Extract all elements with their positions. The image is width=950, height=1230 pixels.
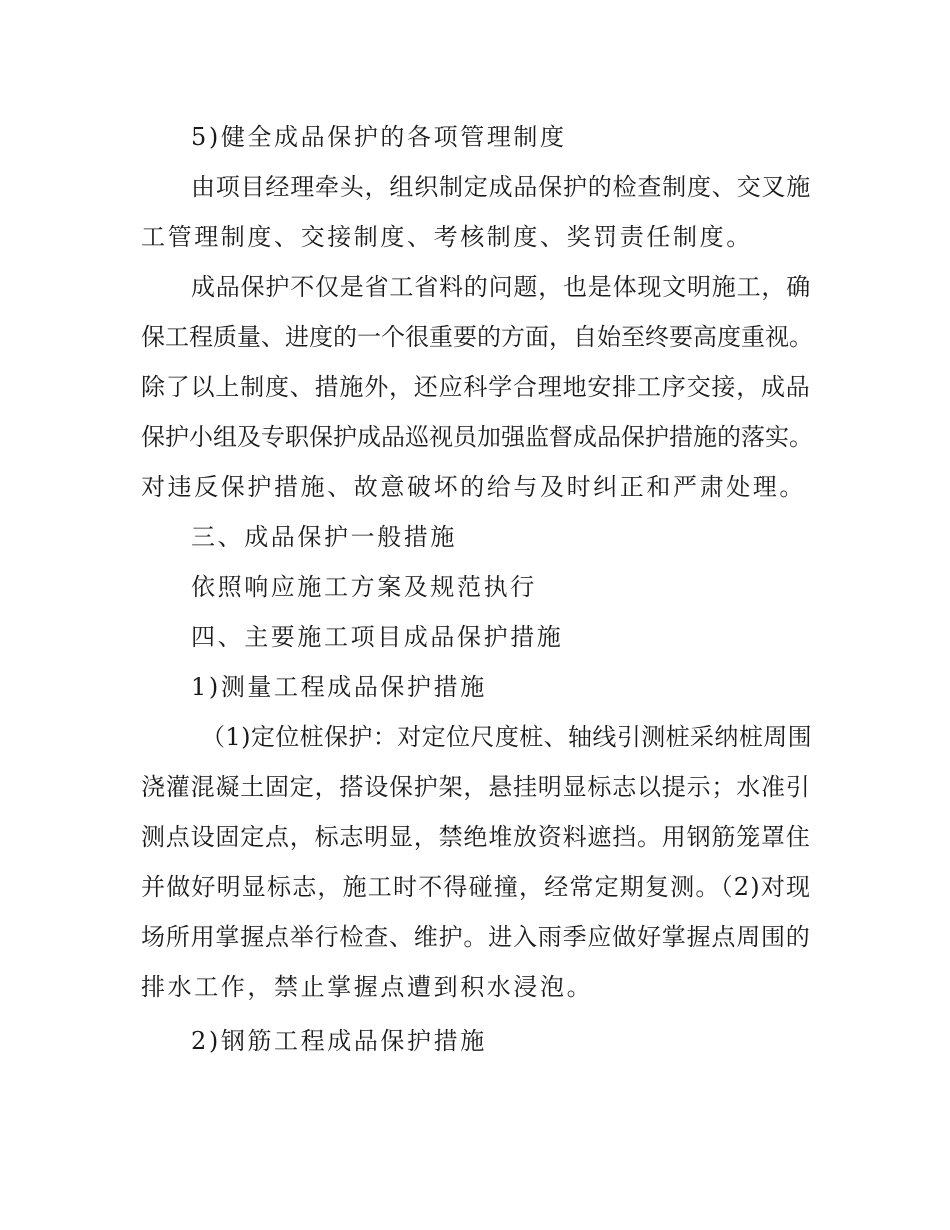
paragraph-line: 依照响应施工方案及规范执行 <box>191 573 537 601</box>
section-heading: 四、主要施工项目成品保护措施 <box>191 623 564 651</box>
paragraph-line: 浇灌混凝土固定，搭设保护架，悬挂明显标志以提示；水准引 <box>141 773 811 801</box>
paragraph-line: 除了以上制度、措施外，还应科学合理地安排工序交接，成品 <box>141 373 811 401</box>
section-heading: 5)健全成品保护的各项管理制度 <box>191 123 567 151</box>
paragraph-line: 排水工作，禁止掌握点遭到积水浸泡。 <box>141 973 594 1001</box>
paragraph-line: 成品保护不仅是省工省料的问题，也是体现文明施工，确 <box>191 273 811 301</box>
paragraph-line: 场所用掌握点举行检查、维护。进入雨季应做好掌握点周围的 <box>141 923 811 951</box>
paragraph-line: 保工程质量、进度的一个很重要的方面，自始至终要高度重视。 <box>141 323 813 351</box>
paragraph-line: 对违反保护措施、故意破坏的给与及时纠正和严肃处理。 <box>141 473 806 501</box>
section-heading: 三、成品保护一般措施 <box>191 523 457 551</box>
paragraph-line: 保护小组及专职保护成品巡视员加强监督成品保护措施的落实。 <box>141 423 813 451</box>
paragraph-line: 工管理制度、交接制度、考核制度、奖罚责任制度。 <box>141 223 753 251</box>
paragraph-line: 并做好明显标志，施工时不得碰撞，经常定期复测。（2)对现 <box>141 873 812 901</box>
subsection-heading: 1)测量工程成品保护措施 <box>191 673 487 701</box>
subsection-heading: 2)钢筋工程成品保护措施 <box>191 1027 487 1055</box>
paragraph-line: （1)定位桩保护：对定位尺度桩、轴线引测桩采纳桩周围 <box>201 723 813 751</box>
paragraph-line: 由项目经理牵头，组织制定成品保护的检查制度、交叉施 <box>191 173 811 201</box>
paragraph-line: 测点设固定点，标志明显，禁绝堆放资料遮挡。用钢筋笼罩住 <box>141 823 811 851</box>
document-body <box>141 112 813 1066</box>
